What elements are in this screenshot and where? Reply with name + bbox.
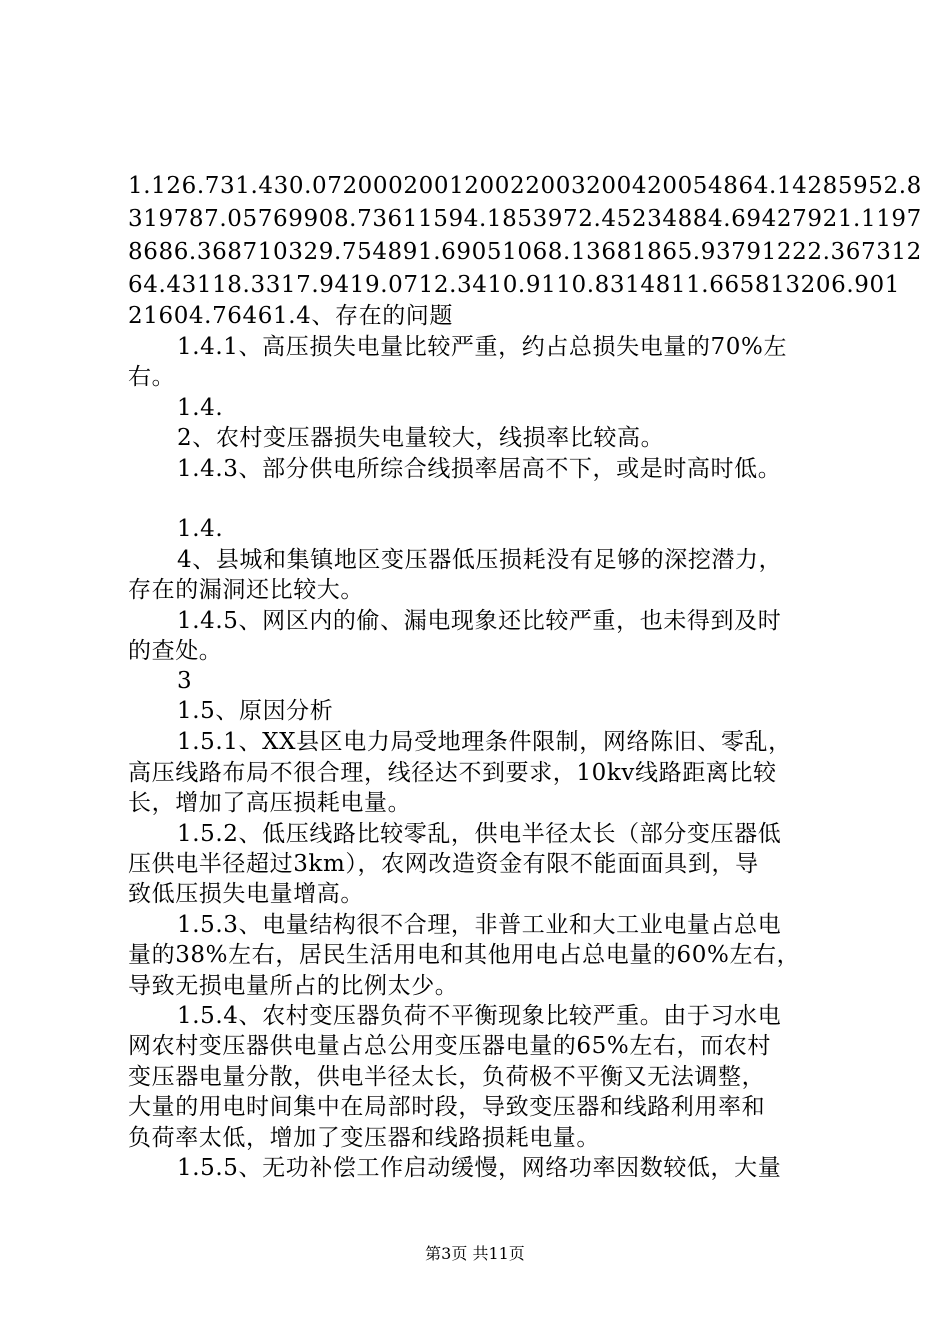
text-line: 右。	[128, 364, 176, 390]
text-line: 量的38%左右，居民生活用电和其他用电占总电量的60%左右，	[128, 942, 801, 968]
text-line: 高压线路布局不很合理，线径达不到要求，10kv线路距离比较	[128, 760, 777, 786]
paragraph-1-5-3: 1.5.3、电量结构很不合理，非普工业和大工业电量占总电	[177, 912, 782, 938]
paragraph-1-4-4: 4、县城和集镇地区变压器低压损耗没有足够的深挖潜力，	[177, 547, 783, 573]
text-line: 1.4.	[177, 395, 224, 421]
text-line: 长，增加了高压损耗电量。	[128, 790, 412, 816]
text-line: 319787.05769908.73611594.1853972.45234884.69427921.1197	[128, 206, 922, 232]
text-line: 1.4.	[177, 516, 224, 542]
paragraph-1-5-5: 1.5.5、无功补偿工作启动缓慢，网络功率因数较低，大量	[177, 1155, 782, 1181]
text-line: 的查处。	[128, 638, 223, 664]
paragraph-1-4-1: 1.4.1、高压损失电量比较严重，约占总损失电量的70%左	[177, 334, 788, 360]
text-line: 大量的用电时间集中在局部时段，导致变压器和线路利用率和	[128, 1094, 766, 1120]
text-line: 64.43118.3317.9419.0712.3410.9110.8314811.665813206.901	[128, 272, 900, 298]
section-heading-1-5: 1.5、原因分析	[177, 698, 334, 724]
text-line: 3	[177, 668, 193, 694]
text-line: 21604.76461.4、存在的问题	[128, 303, 453, 329]
text-line: 1.126.731.430.072000200120022003200420054864.14285952.8	[128, 173, 922, 199]
paragraph-1-5-2: 1.5.2、低压线路比较零乱，供电半径太长（部分变压器低	[177, 821, 782, 847]
text-line: 致低压损失电量增高。	[128, 881, 364, 907]
text-line: 存在的漏洞还比较大。	[128, 577, 364, 603]
text-line: 8686.368710329.754891.69051068.13681865.93791222.367312	[128, 239, 922, 265]
page-footer: 第3页 共11页	[425, 1244, 525, 1263]
text-line: 变压器电量分散，供电半径太长，负荷极不平衡又无法调整，	[128, 1064, 766, 1090]
paragraph-1-4-5: 1.4.5、网区内的偷、漏电现象还比较严重，也未得到及时	[177, 608, 782, 634]
paragraph-1-4-2: 2、农村变压器损失电量较大，线损率比较高。	[177, 425, 665, 451]
text-line: 压供电半径超过3km），农网改造资金有限不能面面具到，导	[128, 851, 759, 877]
paragraph-1-5-4: 1.5.4、农村变压器负荷不平衡现象比较严重。由于习水电	[177, 1003, 782, 1029]
text-line: 负荷率太低，增加了变压器和线路损耗电量。	[128, 1125, 600, 1151]
paragraph-1-4-3: 1.4.3、部分供电所综合线损率居高不下，或是时高时低。	[177, 456, 782, 482]
paragraph-1-5-1: 1.5.1、XX县区电力局受地理条件限制，网络陈旧、零乱，	[177, 729, 792, 755]
text-line: 导致无损电量所占的比例太少。	[128, 973, 459, 999]
text-line: 网农村变压器供电量占总公用变压器电量的65%左右，而农村	[128, 1033, 771, 1059]
